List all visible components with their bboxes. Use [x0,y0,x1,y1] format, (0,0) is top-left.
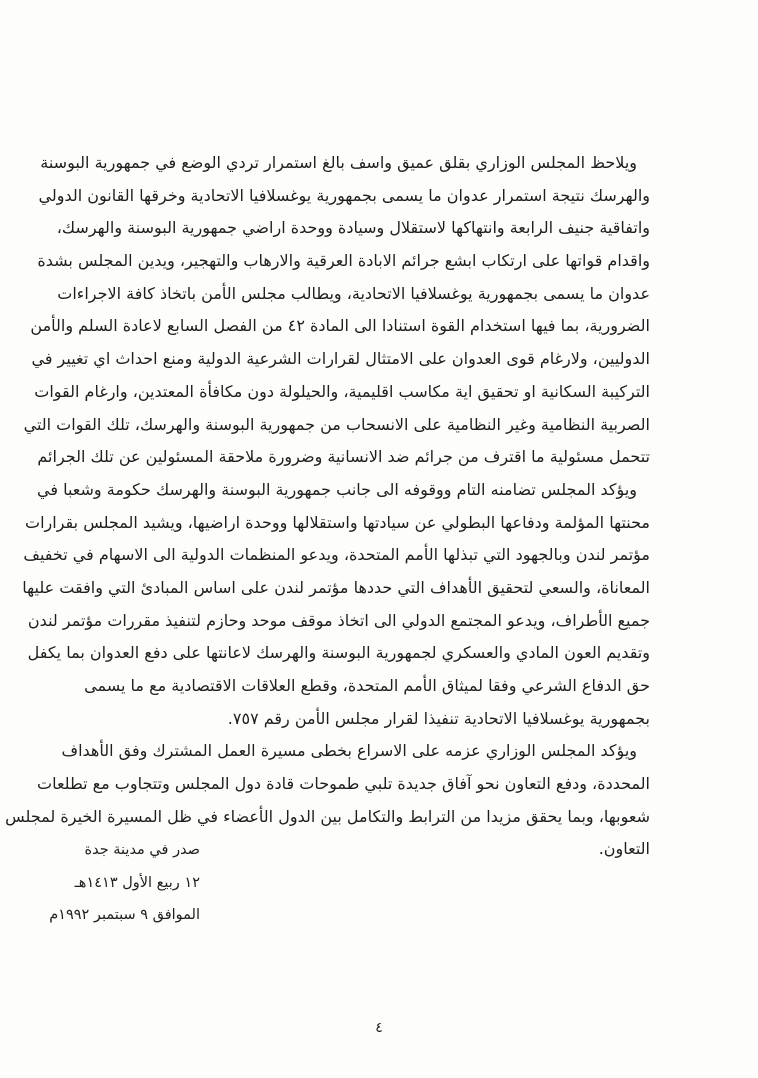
text-line: حق الدفاع الشرعي وفقا لميثاق الأمم المتحدة، وقطع العلاقات الاقتصادية مع ما يسمى [84,676,650,695]
text-line: التركيبة السكانية او تحقيق اية مكاسب اقليمية، والحيلولة دون مكافأة المعتدين، وارغام القوات [34,381,650,401]
text-line: جميع الأطراف، ويدعو المجتمع الدولي الى اتخاذ موقف موحد وحازم لتنفيذ مقررات مؤتمر لندن [27,610,650,630]
gregorian-date-line: الموافق ٩ سبتمبر ١٩٩٢م [49,907,200,924]
text-line: المعاناة، والسعي لتحقيق الأهداف التي حددها مؤتمر لندن على اساس المبادئ التي وافقت عليها [22,577,650,597]
paragraph-solidarity [22,474,650,736]
signature-block [49,834,200,932]
document-body [5,147,650,866]
text-line: محنتها المؤلمة ودفاعها البطولي عن سيادتها واستقلالها ووحدة اراضيها، ويشيد المجلس بقرارات [25,512,650,532]
text-line: مؤتمر لندن وبالجهود التي تبذلها الأمم المتحدة، ويدعو المنظمات الدولية الى الاسهام في تخفيف [23,545,650,565]
hijri-date-line: ١٢ ربيع الأول ١٤١٣هـ [74,874,200,891]
text-line: واتفاقية جنيف الرابعة وانتهاكها لاستقلال وسيادة ووحدة اراضي جمهورية البوسنة والهرسك، [56,218,650,238]
text-line: الضرورية، بما فيها استخدام القوة استنادا الى المادة ٤٢ من الفصل السابع لاعادة السلم والأمن [30,316,650,336]
text-line: المحددة، ودفع التعاون نحو آفاق جديدة تلبي طموحات قادة دول المجلس وتتجاوب مع تطلعات [37,774,650,794]
text-line: وتقديم العون المادي والعسكري لجمهورية البوسنة والهرسك لاعانتها على دفع العدوان بما يكفل [27,643,650,663]
text-line: الدوليين، ولارغام قوى العدوان على الامتثال لقرارات الشرعية الدولية ومنع احداث اي تغيير في [31,349,650,369]
text-line: ويلاحظ المجلس الوزاري بقلق عميق واسف بالغ استمرار تردي الوضع في جمهورية البوسنة [40,153,637,172]
text-line: ويؤكد المجلس تضامنه التام ووقوفه الى جانب جمهورية البوسنة والهرسك حكومة وشعبا في [37,479,637,499]
text-line: بجمهورية يوغسلافيا الاتحادية تنفيذا لقرار مجلس الأمن رقم ٧٥٧. [227,708,650,728]
text-line: شعوبها، وبما يحقق مزيدا من الترابط والتكامل بين الدول الأعضاء في ظل المسيرة الخيرة لمجلس [5,806,650,826]
text-line: والهرسك نتيجة استمرار عدوان ما يسمى بجمهورية يوغسلافيا الاتحادية وخرقها القانون الدولي [38,185,650,205]
paragraph-situation-condemnation [23,147,650,474]
text-line: ويؤكد المجلس الوزاري عزمه على الاسراع بخطى مسيرة العمل المشترك وفق الأهداف [61,741,637,761]
text-line: التعاون. [598,839,650,859]
text-line: تتحمل مسئولية ما اقترف من جرائم ضد الانسانية وضرورة ملاحقة المسئولين عن تلك الجرائم [37,447,650,467]
page-number: ٤ [375,1020,383,1036]
issued-place-line: صدر في مدينة جدة [84,842,200,858]
text-line: عدوان ما يسمى بجمهورية يوغسلافيا الاتحادية، ويطالب مجلس الأمن باتخاذ كافة الاجراءات [57,283,650,303]
text-line: الصربية النظامية وغير النظامية على الانسحاب من جمهورية البوسنة والهرسك، تلك القوات التي [23,414,650,434]
text-line: واقدام قواتها على ارتكاب ابشع جرائم الابادة العرقية والارهاب والتهجير، ويدين المجلس بشدة [37,251,650,271]
